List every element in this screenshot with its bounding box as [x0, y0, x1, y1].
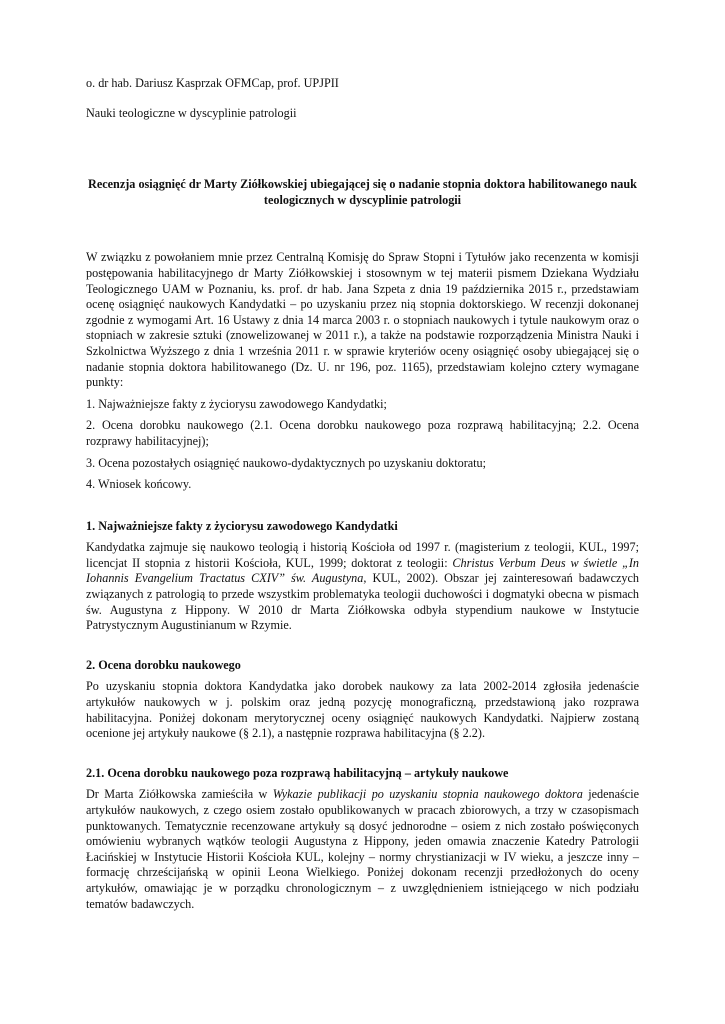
- document-body: [86, 76, 639, 912]
- list-item: 2. Ocena dorobku naukowego (2.1. Ocena dorobku naukowego poza rozprawą habilitacyjną; 2.2. Ocena rozprawy habilitacyjnej);: [86, 418, 639, 448]
- section-1-text-a: Kandydatka zajmuje się naukowo teologią i historią Kościoła od 1997 r. (magisterium z teologii, KUL, 1997; licencjat II stopnia z historii Kościoła, KUL, 1999; doktorat z teologii:: [86, 540, 639, 570]
- publication-list-title: Wykazie publikacji po uzyskaniu stopnia naukowego doktora: [272, 787, 583, 802]
- section-2-1-text-a: Dr Marta Ziółkowska zamieściła w: [86, 787, 273, 802]
- dissertation-title: Christus Verbum Deus w świetle „In Iohannis Evangelium Tractatus CXIV” św. Augustyna: [86, 555, 639, 586]
- section-2: [86, 658, 639, 742]
- list-item: 3. Ocena pozostałych osiągnięć naukowo-dydaktycznych po uzyskaniu doktoratu;: [86, 455, 487, 470]
- section-1: [86, 519, 639, 634]
- list-item: 1. Najważniejsze fakty z życiorysu zawodowego Kandydatki;: [86, 396, 387, 411]
- section-1-heading: 1. Najważniejsze fakty z życiorysu zawodowego Kandydatki: [86, 518, 398, 533]
- section-1-paragraph: [86, 540, 639, 634]
- section-2-1-text-b: jedenaście artykułów naukowych, z czego osiem zostało opublikowanych w pracach zbiorowych, a trzy w czasopismach punktowanych. Tematycznie recenzowane artykuły są dosyć jednorodne – osiem z nich zostało poświęconych omówieniu wybranych wątków teologii Augustyna z Hippony, jeden omawia znaczenie Katedry Patrologii Łacińskiej w Instytucie Historii Kościoła KUL, kolejny – normy chrystianizacji w IV wieku, a jeszcze inny – formację chrześcijańską w opinii Leona Wielkiego. Poniżej dokonam recenzji przedłożonych do oceny artykułów, omawiając je w porządku chronologicznym – z uwzględnieniem istniejącego w nich podziału tematów badawczych.: [86, 787, 639, 911]
- required-points-list: [86, 397, 639, 493]
- section-2-1-heading: 2.1. Ocena dorobku naukowego poza rozprawą habilitacyjną – artykuły naukowe: [86, 765, 509, 780]
- reviewer-name: o. dr hab. Dariusz Kasprzak OFMCap, prof. UPJPII: [86, 76, 339, 90]
- section-1-text-b: , KUL, 2002). Obszar jej zainteresowań badawczych związanych z patrologią to przede wszystkim problematyka teologii duchowości i dogmatyki obecna w pismach św. Augustyna z Hippony. W 2010 dr Marta Ziółkowska odbyła stypendium naukowe w Instytucie Patrystycznym Augustinianum w Rzymie.: [86, 571, 639, 633]
- reviewer-discipline: Nauki teologiczne w dyscyplinie patrologii: [86, 105, 297, 120]
- list-item: 4. Wniosek końcowy.: [86, 477, 192, 492]
- section-2-1: [86, 766, 639, 912]
- section-2-heading: 2. Ocena dorobku naukowego: [86, 657, 241, 672]
- section-2-1-paragraph: [86, 787, 639, 912]
- intro-paragraph: W związku z powołaniem mnie przez Centralną Komisję do Spraw Stopni i Tytułów jako recenzenta w komisji postępowania habilitacyjnego dr Marty Ziółkowskiej i stosownym w tej materii pismem Dziekana Wydziału Teologicznego UAM w Poznaniu, ks. prof. dr hab. Jana Szpeta z dnia 19 października 2015 r., przedstawiam ocenę osiągnięć naukowych Kandydatki – po uzyskaniu przez nią stopnia doktorskiego. W recenzji dokonanej zgodnie z wymogami Art. 16 Ustawy z dnia 14 marca 2003 r. o stopniach naukowych i tytule naukowym oraz o stopniach w zakresie sztuki (znowelizowanej w 2011 r.), a także na podstawie rozporządzenia Ministra Nauki i Szkolnictwa Wyższego z dnia 1 września 2011 r. w sprawie kryteriów oceny osiągnięć osoby ubiegającej się o nadanie stopnia doktora habilitowanego (Dz. U. nr 196, poz. 1165), przedstawiam kolejno cztery wymagane punkty:: [86, 250, 639, 390]
- section-2-paragraph: Po uzyskaniu stopnia doktora Kandydatka jako dorobek naukowy za lata 2002-2014 zgłosiła jedenaście artykułów naukowych w j. polskim oraz jedną pozycję monograficzną, przedstawioną jako rozprawa habilitacyjna. Poniżej dokonam merytorycznej oceny osiągnięć naukowych Kandydatki. Najpierw zostaną ocenione jej artykuły naukowe (§ 2.1), a następnie rozprawa habilitacyjna (§ 2.2).: [86, 679, 639, 741]
- document-title: Recenzja osiągnięć dr Marty Ziółkowskiej ubiegającej się o nadanie stopnia doktora habilitowanego nauk teologicznych w dyscyplinie patrologii: [88, 177, 637, 207]
